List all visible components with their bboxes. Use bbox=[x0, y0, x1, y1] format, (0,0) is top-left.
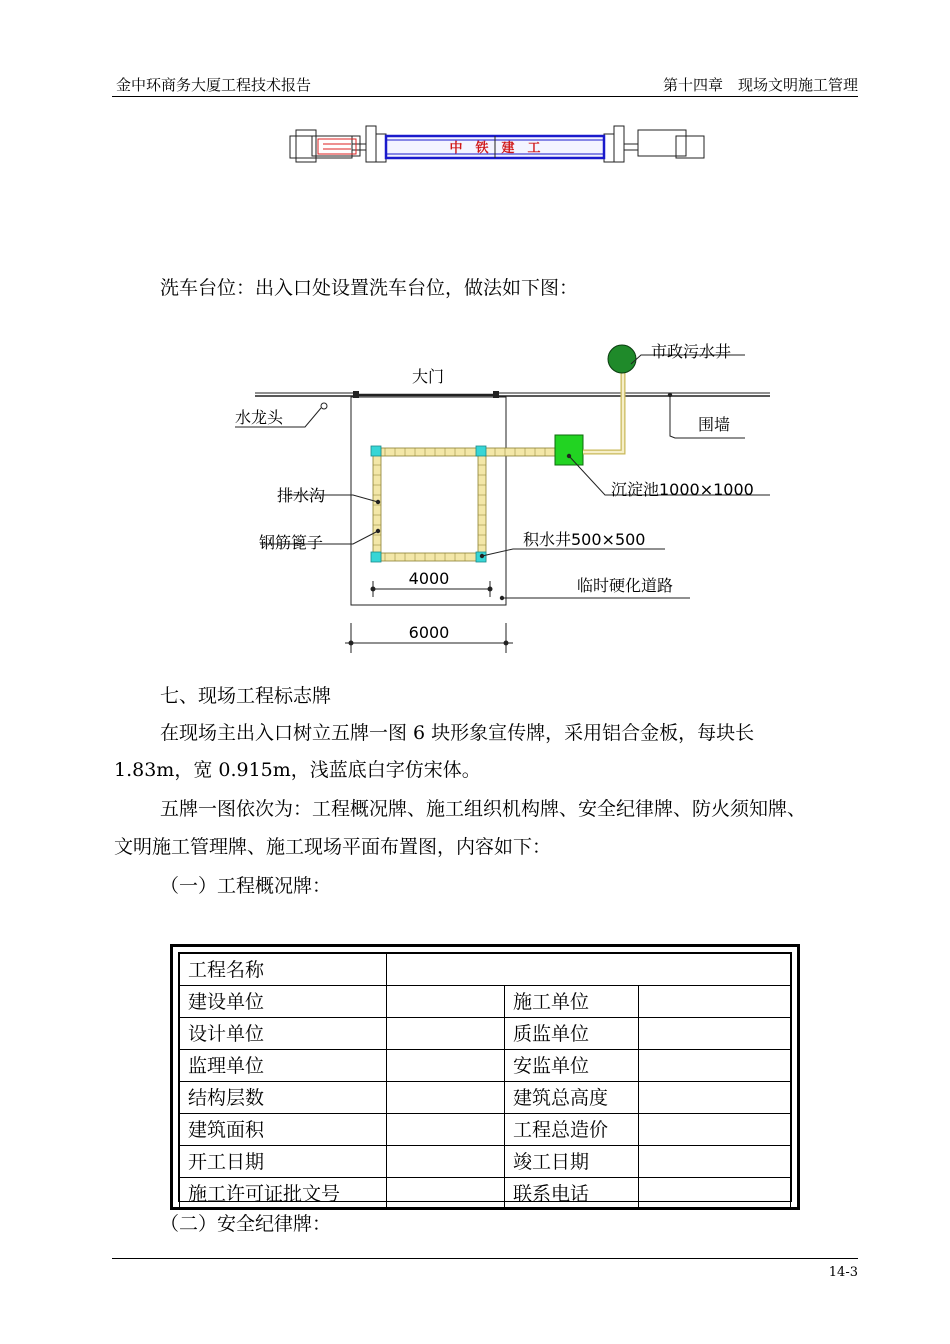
subsection-2-title: （二）安全纪律牌： bbox=[160, 1213, 332, 1235]
temporary-road-label: 临时硬化道路 bbox=[577, 576, 674, 595]
section-7-para1-line1: 在现场主出入口树立五牌一图 6 块形象宣传牌，采用铝合金板，每块长 bbox=[160, 722, 755, 744]
table-row bbox=[180, 1050, 791, 1082]
drainage-ditch-label: 排水沟 bbox=[277, 486, 326, 505]
gate-label: 大门 bbox=[411, 367, 445, 386]
dimension-4000-text: 4000 bbox=[408, 569, 450, 588]
table-cell-label: 结构层数 bbox=[180, 1082, 387, 1114]
table-cell-label: 竣工日期 bbox=[505, 1146, 639, 1178]
table-cell-label: 工程总造价 bbox=[505, 1114, 639, 1146]
table-cell-value bbox=[387, 1114, 505, 1146]
table-cell-label: 建筑面积 bbox=[180, 1114, 387, 1146]
table-cell-label: 联系电话 bbox=[505, 1178, 639, 1210]
gate-red-sign bbox=[318, 139, 356, 154]
table-cell-value bbox=[387, 1018, 505, 1050]
table-cell-value bbox=[639, 1114, 791, 1146]
faucet-label: 水龙头 bbox=[235, 408, 284, 427]
header-rule bbox=[112, 96, 858, 97]
dimension-6000-text: 6000 bbox=[408, 623, 450, 642]
table-cell-value bbox=[387, 1178, 505, 1210]
table-row bbox=[180, 1114, 791, 1146]
section-7-para2-line2: 文明施工管理牌、施工现场平面布置图，内容如下： bbox=[114, 836, 552, 858]
table-row bbox=[180, 986, 791, 1018]
municipal-manhole bbox=[608, 345, 636, 373]
gate-banner bbox=[386, 136, 604, 158]
table-cell-label: 开工日期 bbox=[180, 1146, 387, 1178]
subsection-1-title: （一）工程概况牌： bbox=[160, 875, 332, 897]
table-cell-value bbox=[639, 1018, 791, 1050]
table-row bbox=[180, 954, 791, 986]
table-cell-value bbox=[387, 954, 791, 986]
table-cell-value bbox=[387, 986, 505, 1018]
project-overview-board bbox=[170, 944, 800, 1210]
table-cell-value bbox=[387, 1050, 505, 1082]
table-cell-value bbox=[639, 1178, 791, 1210]
settling-tank bbox=[555, 435, 583, 465]
wash-station-intro: 洗车台位：出入口处设置洗车台位，做法如下图： bbox=[160, 277, 579, 299]
table-row bbox=[180, 1178, 791, 1210]
table-cell-value bbox=[639, 1146, 791, 1178]
header-chapter-title: 第十四章 现场文明施工管理 bbox=[662, 76, 858, 94]
table-cell-value bbox=[387, 1082, 505, 1114]
gate-banner-text: 中 铁 建 工 bbox=[449, 141, 541, 156]
drain-pipe bbox=[583, 365, 623, 452]
table-cell-label: 安监单位 bbox=[505, 1050, 639, 1082]
table-cell-value bbox=[639, 1082, 791, 1114]
table-cell-label: 施工许可证批文号 bbox=[180, 1178, 387, 1210]
project-overview-table bbox=[179, 953, 791, 1210]
page-number: 14-3 bbox=[828, 1265, 858, 1280]
table-cell-label: 建设单位 bbox=[180, 986, 387, 1018]
faucet-icon bbox=[321, 403, 327, 409]
steel-grate-label: 钢筋篦子 bbox=[259, 533, 324, 552]
table-cell-value bbox=[639, 986, 791, 1018]
section-7-title: 七、现场工程标志牌 bbox=[160, 685, 332, 707]
sump-label: 积水井500×500 bbox=[523, 530, 646, 549]
table-cell-label: 监理单位 bbox=[180, 1050, 387, 1082]
table-cell-label: 建筑总高度 bbox=[505, 1082, 639, 1114]
table-row bbox=[180, 1082, 791, 1114]
table-cell-value bbox=[639, 1050, 791, 1082]
settling-tank-label: 沉淀池1000×1000 bbox=[611, 480, 754, 499]
table-cell-label: 设计单位 bbox=[180, 1018, 387, 1050]
table-row bbox=[180, 1146, 791, 1178]
table-cell-label: 工程名称 bbox=[180, 954, 387, 986]
section-7-para1-line2: 1.83m，宽 0.915m，浅蓝底白字仿宋体。 bbox=[114, 759, 481, 781]
footer-rule bbox=[112, 1258, 858, 1259]
section-7-para2-line1: 五牌一图依次为：工程概况牌、施工组织机构牌、安全纪律牌、防火须知牌、 bbox=[160, 798, 807, 820]
manhole-label: 市政污水井 bbox=[651, 342, 732, 361]
table-row bbox=[180, 1018, 791, 1050]
header-report-title: 金中环商务大厦工程技术报告 bbox=[116, 76, 312, 94]
table-cell-label: 质监单位 bbox=[505, 1018, 639, 1050]
wash-station-diagram bbox=[225, 335, 785, 660]
site-wall bbox=[255, 391, 770, 398]
ditch-hatching bbox=[373, 448, 545, 561]
corner-sumps bbox=[371, 446, 486, 562]
table-cell-value bbox=[387, 1146, 505, 1178]
table-cell-label: 施工单位 bbox=[505, 986, 639, 1018]
gate-elevation-drawing bbox=[288, 124, 708, 166]
wall-label: 围墙 bbox=[698, 415, 731, 434]
